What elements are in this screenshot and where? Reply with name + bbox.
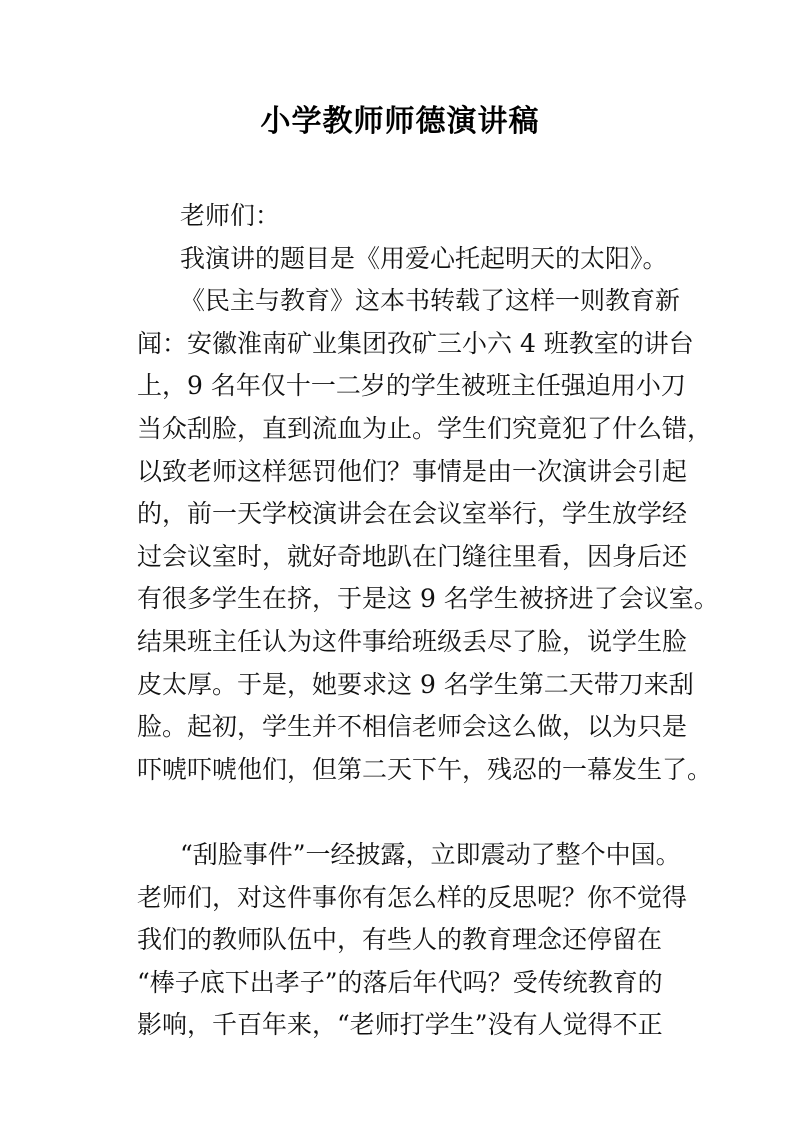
paragraph-line: 闻：安徽淮南矿业集团孜矿三小六 4 班教室的讲台 — [137, 328, 694, 358]
document-body — [137, 195, 719, 1047]
paragraph-line: 过会议室时，就好奇地趴在门缝往里看，因身后还 — [137, 541, 688, 571]
paragraph-line: 吓唬吓唬他们，但第二天下午，残忍的一幕发生了。 — [137, 754, 713, 784]
paragraph-line: 皮太厚。于是，她要求这 9 名学生第二天带刀来刮 — [137, 669, 694, 699]
paragraph-line: 脸。起初，学生并不相信老师会这么做，以为只是 — [137, 712, 688, 742]
paragraph-line: 影响，千百年来，“老师打学生”没有人觉得不正 — [137, 1010, 663, 1040]
paragraph-line: 我演讲的题目是《用爱心托起明天的太阳》。 — [180, 243, 668, 273]
paragraph-line: “棒子底下出孝子”的落后年代吗？受传统教育的 — [137, 967, 663, 997]
blank-line — [137, 791, 697, 834]
document-title: 小学教师师德演讲稿 — [260, 104, 540, 139]
paragraph-line: 上，9 名年仅十一二岁的学生被班主任强迫用小刀 — [137, 371, 686, 401]
paragraph-line: 老师们： — [180, 201, 281, 230]
paragraph-line: 有很多学生在挤，于是这 9 名学生被挤进了会议室。 — [137, 584, 719, 614]
paragraph-line: 我们的教师队伍中，有些人的教育理念还停留在 — [137, 925, 663, 955]
paragraph-line: “刮脸事件”一经披露，立即震动了整个中国。 — [180, 839, 681, 869]
paragraph-line: 当众刮脸，直到流血为止。学生们究竟犯了什么错， — [137, 413, 713, 443]
paragraph-line: 老师们，对这件事你有怎么样的反思呢？你不觉得 — [137, 882, 688, 912]
paragraph-line: 结果班主任认为这件事给班级丢尽了脸，说学生脸 — [137, 626, 688, 656]
paragraph-line: 《民主与教育》这本书转载了这样一则教育新 — [180, 286, 681, 316]
paragraph-line: 的，前一天学校演讲会在会议室举行，学生放学经 — [137, 499, 688, 529]
paragraph-line: 以致老师这样惩罚他们？事情是由一次演讲会引起 — [137, 456, 688, 486]
